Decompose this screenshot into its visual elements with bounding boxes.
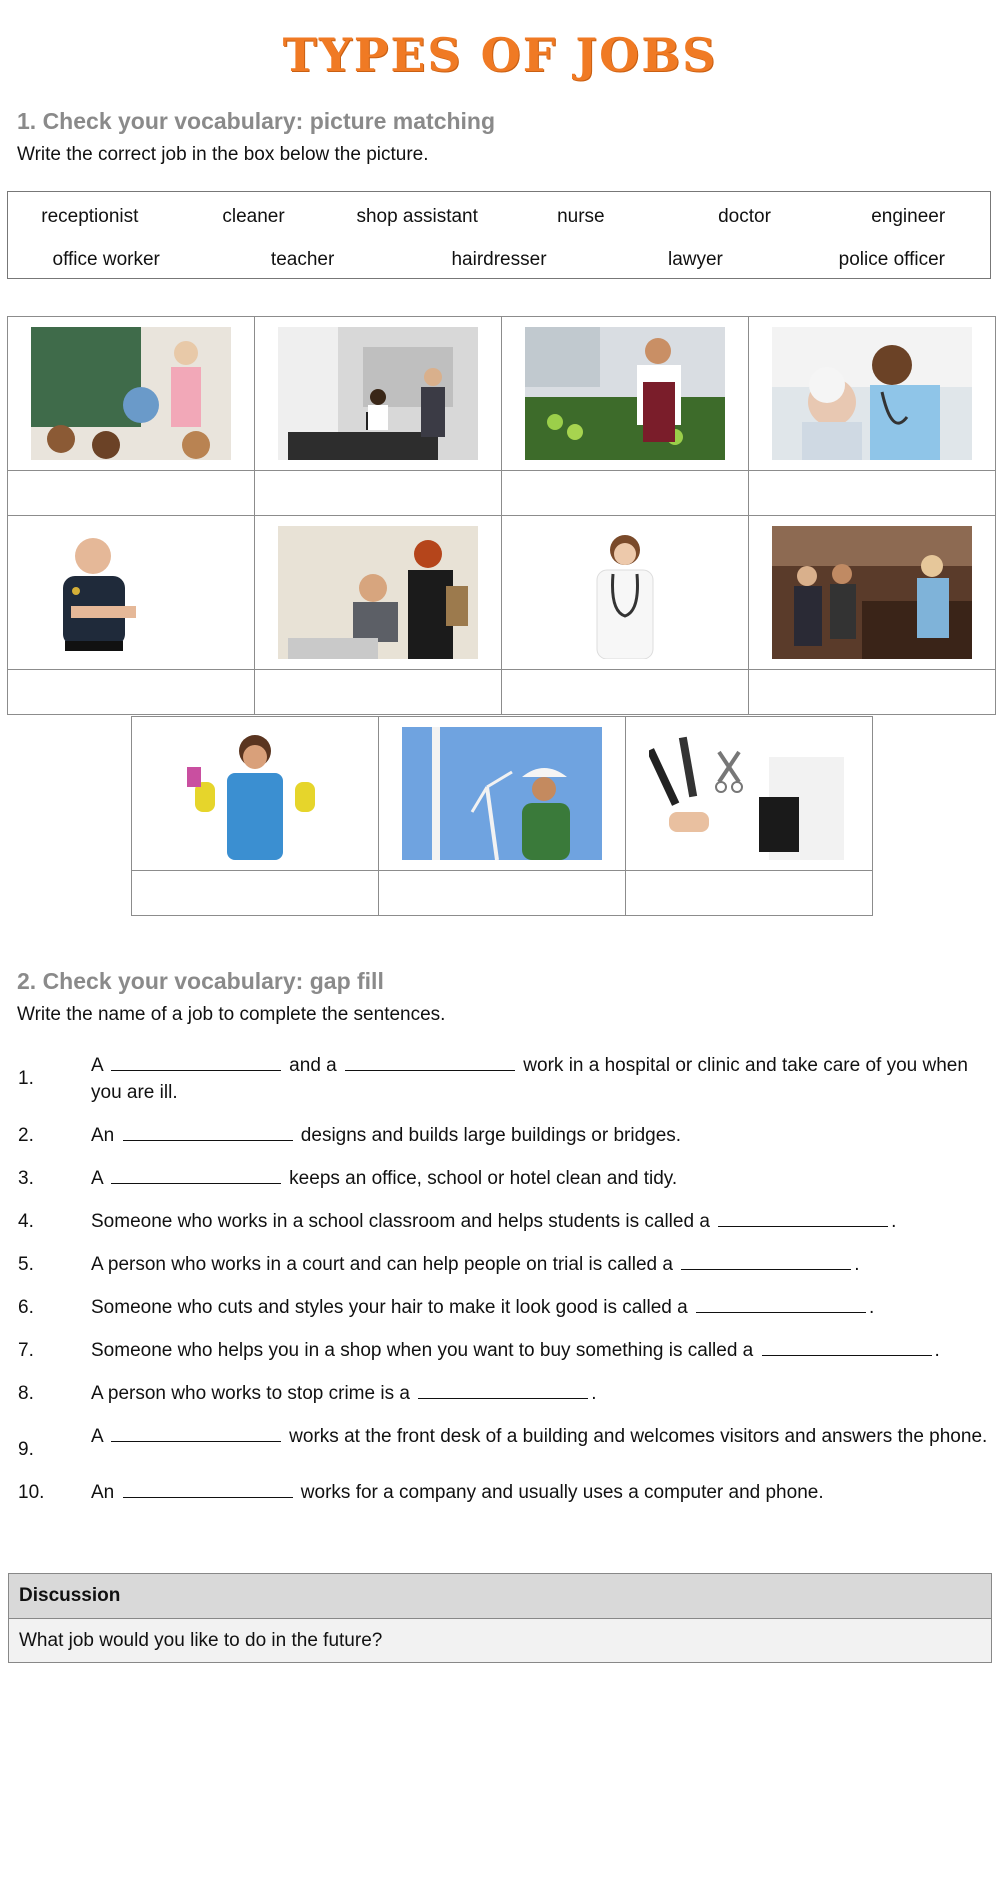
section2-heading: 2. Check your vocabulary: gap fill xyxy=(17,968,384,994)
sentence-item: 5. A person who works in a court and can help people on trial is called a . xyxy=(18,1254,860,1275)
doctor-photo xyxy=(525,526,725,659)
gap-blank[interactable] xyxy=(111,1424,281,1442)
sentence-item: 6. Someone who cuts and styles your hair to make it look good is called a . xyxy=(18,1297,875,1318)
gap-fill-sentences xyxy=(18,1052,988,1522)
word-bank-item: shop assistant xyxy=(356,206,478,227)
gap-blank[interactable] xyxy=(681,1252,851,1270)
sentence-item: 10. An works for a company and usually uses a computer and phone. xyxy=(18,1482,824,1503)
word-bank xyxy=(7,191,991,279)
section1-instruction: Write the correct job in the box below the picture. xyxy=(17,144,429,165)
gap-blank[interactable] xyxy=(345,1053,515,1071)
word-bank-item: nurse xyxy=(557,206,605,227)
gap-blank[interactable] xyxy=(111,1166,281,1184)
word-bank-item: hairdresser xyxy=(451,249,547,270)
police-officer-photo xyxy=(31,526,231,659)
section1-heading: 1. Check your vocabulary: picture matching xyxy=(17,108,496,134)
nurse-photo xyxy=(772,327,972,460)
answer-box[interactable] xyxy=(502,471,749,516)
answer-box[interactable] xyxy=(255,670,502,715)
sentence-item: 3. A keeps an office, school or hotel clean and tidy. xyxy=(18,1168,678,1189)
sentence-item: 1. A and a work in a hospital or clinic and take care of you when you are ill. xyxy=(18,1055,968,1103)
shop-assistant-photo xyxy=(525,327,725,460)
section2-instruction: Write the name of a job to complete the sentences. xyxy=(17,1004,446,1025)
word-bank-item: receptionist xyxy=(41,206,139,227)
cleaner-photo xyxy=(155,727,355,860)
answer-box[interactable] xyxy=(502,670,749,715)
sentence-item: 9. A works at the front desk of a building and welcomes visitors and answers the phone. xyxy=(18,1426,988,1460)
gap-blank[interactable] xyxy=(123,1480,293,1498)
answer-box[interactable] xyxy=(255,471,502,516)
word-bank-item: police officer xyxy=(838,249,945,270)
office-worker-photo xyxy=(278,526,478,659)
page-title: TYPES OF JOBS xyxy=(282,28,718,82)
sentence-item: 4. Someone who works in a school classroom and helps students is called a . xyxy=(18,1211,897,1232)
gap-blank[interactable] xyxy=(418,1381,588,1399)
answer-box[interactable] xyxy=(132,871,379,916)
word-bank-item: doctor xyxy=(718,206,771,227)
word-bank-item: lawyer xyxy=(667,249,723,270)
answer-box[interactable] xyxy=(749,471,996,516)
answer-box[interactable] xyxy=(626,871,873,916)
sentence-item: 2. An designs and builds large buildings or bridges. xyxy=(18,1125,682,1146)
word-bank-item: cleaner xyxy=(222,206,285,227)
word-bank-item: engineer xyxy=(871,206,946,227)
word-bank-item: teacher xyxy=(270,249,335,270)
word-bank-item: office worker xyxy=(52,249,160,270)
answer-box[interactable] xyxy=(749,670,996,715)
answer-box[interactable] xyxy=(8,670,255,715)
gap-blank[interactable] xyxy=(123,1123,293,1141)
sentence-item: 8. A person who works to stop crime is a . xyxy=(18,1383,597,1404)
gap-blank[interactable] xyxy=(718,1209,888,1227)
receptionist-photo xyxy=(278,327,478,460)
discussion-question: What job would you like to do in the future? xyxy=(9,1619,991,1662)
picture-grid-top xyxy=(7,316,996,715)
gap-blank[interactable] xyxy=(762,1338,932,1356)
discussion-box xyxy=(8,1573,992,1663)
hairdresser-photo xyxy=(649,727,849,860)
answer-box[interactable] xyxy=(379,871,626,916)
gap-blank[interactable] xyxy=(696,1295,866,1313)
answer-box[interactable] xyxy=(8,471,255,516)
gap-blank[interactable] xyxy=(111,1053,281,1071)
lawyer-photo xyxy=(772,526,972,659)
picture-grid-bottom xyxy=(131,716,873,916)
engineer-photo xyxy=(402,727,602,860)
discussion-heading: Discussion xyxy=(9,1574,991,1619)
teacher-photo xyxy=(31,327,231,460)
sentence-item: 7. Someone who helps you in a shop when you want to buy something is called a . xyxy=(18,1340,940,1361)
